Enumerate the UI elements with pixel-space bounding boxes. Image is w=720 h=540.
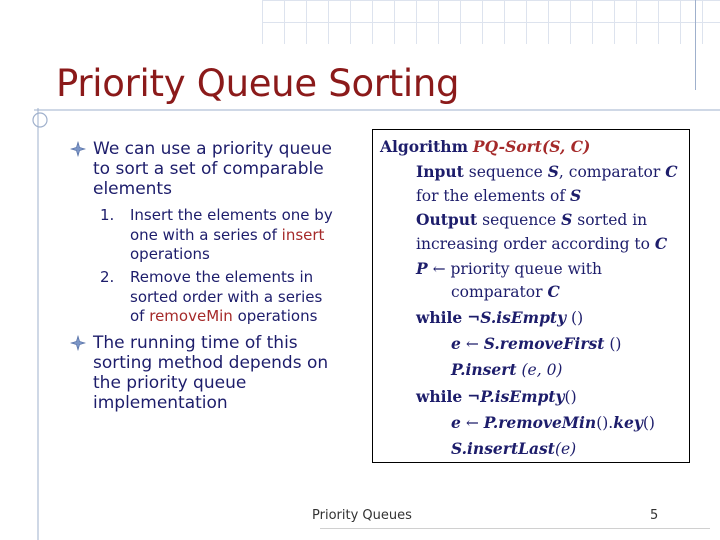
algo-var: S (547, 162, 559, 181)
algo-var: e (451, 334, 461, 353)
algo-line-input (416, 163, 678, 181)
algo-var: C (665, 162, 678, 181)
algo-text: sequence (468, 163, 543, 181)
algo-line-input-cont (416, 187, 581, 205)
bullet-text: We can use a priority queue to sort a set of comparable elements (93, 139, 332, 199)
slide-footer: Priority Queues (312, 508, 412, 523)
algo-text: sequence (482, 211, 557, 229)
footer-divider (320, 528, 710, 529)
algo-line-output-cont (416, 235, 667, 253)
algo-not-symbol: ¬ (467, 387, 481, 406)
algo-line-header (380, 138, 590, 156)
algo-text: ← (465, 335, 479, 353)
algo-var: S (561, 210, 573, 229)
algo-call: S.insertLast (451, 439, 555, 458)
bullet-text: The running time of this sorting method depends on the priority queue implementation (93, 333, 329, 413)
algo-text: sorted in (577, 211, 648, 229)
algo-line-output (416, 211, 647, 229)
algo-line-while1 (416, 309, 583, 327)
algo-name: PQ-Sort (472, 137, 542, 156)
algo-not-symbol: ¬ (467, 308, 481, 327)
step-text-post: operations (232, 307, 318, 325)
slide-title: Priority Queue Sorting (56, 62, 460, 105)
algo-keyword: Input (416, 162, 464, 181)
algo-call: S.isEmpty (480, 308, 567, 327)
algo-text: () (571, 309, 584, 327)
algo-line-remove-min (451, 414, 655, 432)
algo-text: increasing order according to (416, 235, 650, 253)
algo-line-assign-cont (451, 283, 560, 301)
algorithm-box (372, 129, 690, 463)
bullet-item (76, 333, 336, 413)
bullet-item (76, 139, 336, 199)
step-text (100, 268, 340, 327)
algo-var: S (570, 186, 582, 205)
algo-args: (S, C) (541, 137, 591, 156)
algo-line-insert-last (451, 440, 576, 458)
algo-call: P.isEmpty (480, 387, 565, 406)
algo-text: ← (465, 414, 479, 432)
algo-call: S.removeFirst (483, 334, 605, 353)
algo-call: P.insert (451, 360, 517, 379)
algo-keyword: Algorithm (380, 137, 468, 156)
page-number: 5 (650, 508, 659, 523)
numbered-step (100, 206, 340, 265)
algo-text: () (642, 414, 655, 432)
algo-text: , comparator (558, 163, 661, 181)
algo-var: C (654, 234, 668, 253)
step-number: 1. (100, 206, 115, 224)
algo-keyword: while (416, 387, 463, 406)
algo-text: ← priority queue with (432, 260, 603, 278)
step-number: 2. (100, 268, 115, 286)
algo-args: (e) (554, 440, 577, 458)
algo-var: e (451, 413, 461, 432)
algo-call: key (613, 413, 643, 432)
step-text-post: operations (130, 245, 210, 263)
step-text (100, 206, 340, 265)
algo-line-while2 (416, 388, 577, 406)
algo-text: for the elements of (416, 187, 566, 205)
algo-text: () (609, 335, 622, 353)
step-operation: removeMin (149, 307, 233, 325)
algo-text: (). (596, 414, 614, 432)
algo-call: P.removeMin (483, 413, 597, 432)
algo-text: () (564, 388, 577, 406)
algo-var: P (416, 259, 428, 278)
algo-keyword: while (416, 308, 463, 327)
diamond-star-icon (70, 335, 86, 351)
numbered-step (100, 268, 340, 327)
step-operation: insert (281, 225, 325, 244)
algo-text: comparator (451, 283, 543, 301)
step-text-pre: Remove the elements in sorted order with a series of (130, 268, 323, 325)
algo-line-insert (451, 361, 562, 379)
algo-line-remove-first (451, 335, 621, 353)
step-text-pre: Insert the elements one by one with a series of (130, 206, 333, 244)
algo-args: (e, 0) (521, 361, 563, 379)
diamond-star-icon (70, 141, 86, 157)
algo-keyword: Output (416, 210, 478, 229)
algo-var: C (547, 282, 560, 301)
algo-line-assign (416, 260, 602, 278)
